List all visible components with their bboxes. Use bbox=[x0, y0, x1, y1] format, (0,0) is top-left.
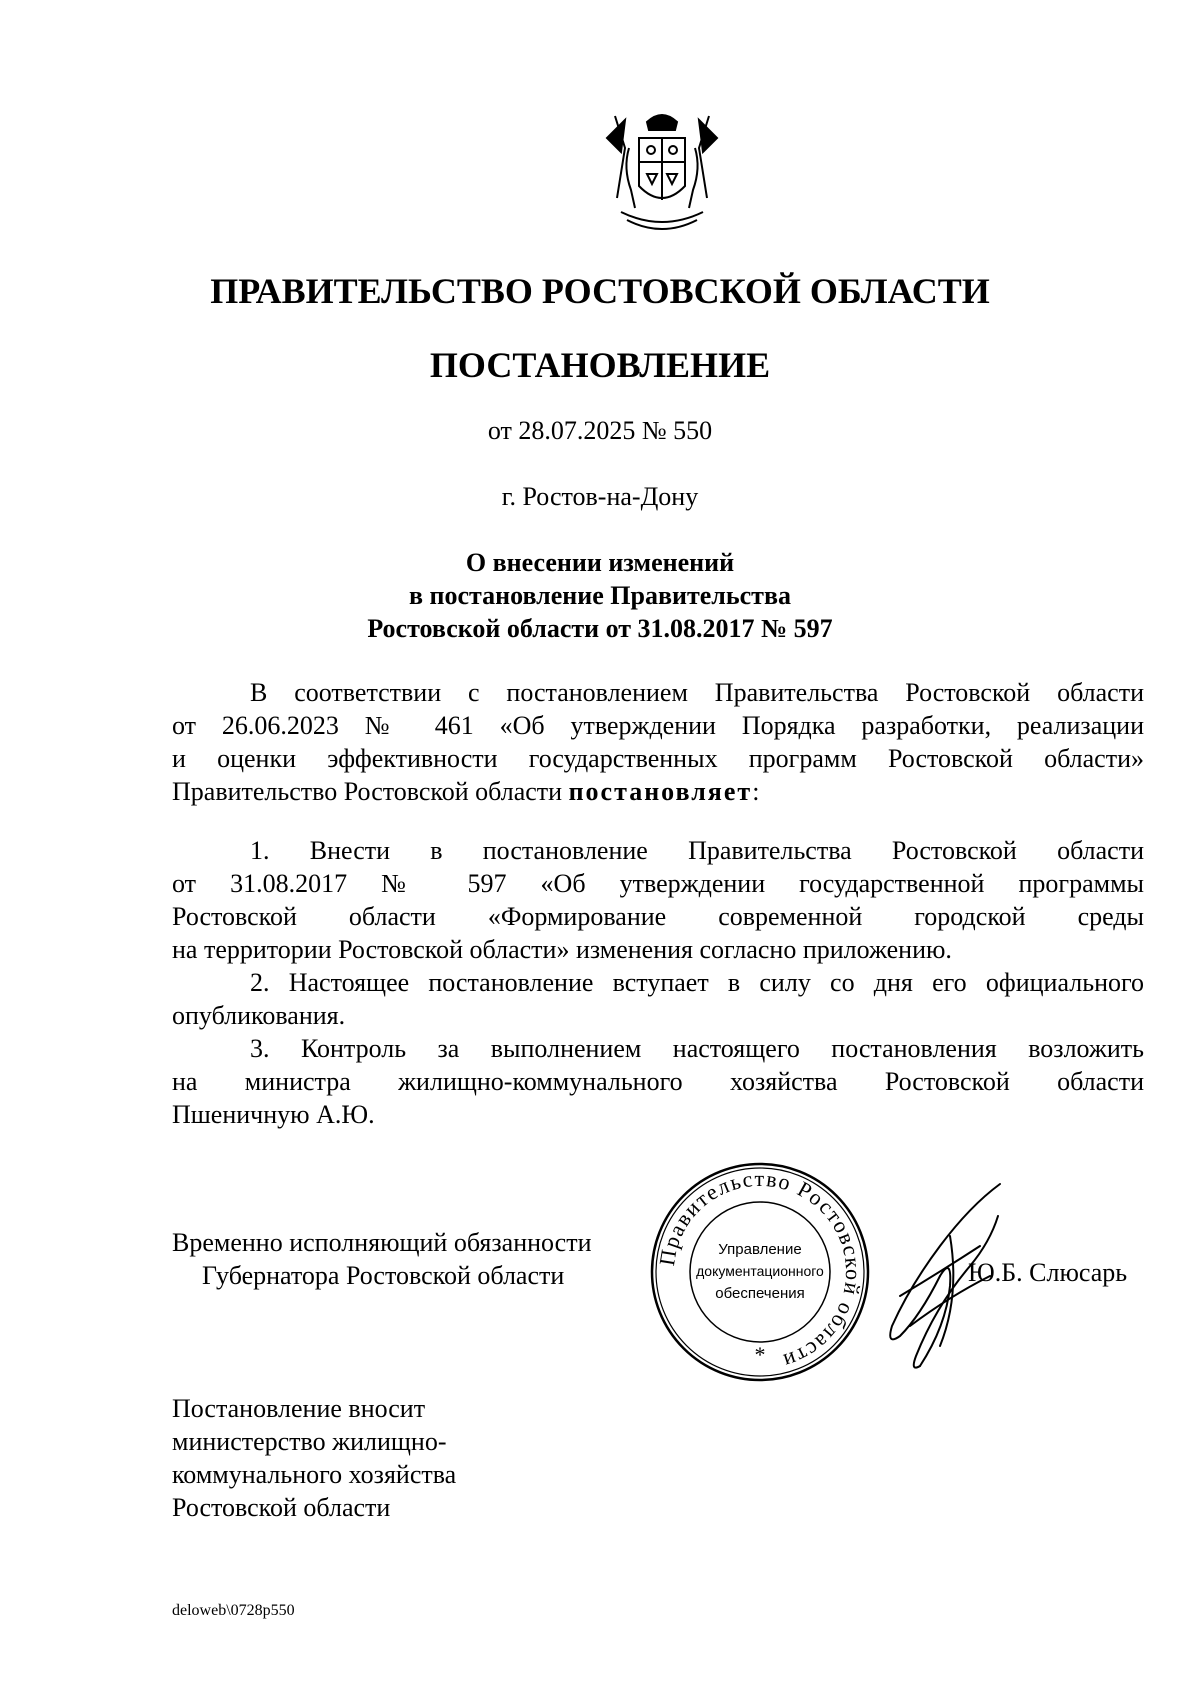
document-subject bbox=[0, 546, 1200, 645]
preamble-paragraph bbox=[172, 676, 1144, 808]
submitter-block bbox=[172, 1392, 456, 1524]
paragraph-line: на министра жилищно-коммунального хозяйства Ростовской области bbox=[172, 1067, 1144, 1096]
seal-star: * bbox=[754, 1342, 766, 1367]
paragraph-line: 3. Контроль за выполнением настоящего постановления возложить bbox=[250, 1034, 1144, 1063]
signatory-name: Ю.Б. Слюсарь bbox=[968, 1258, 1128, 1287]
document-city: г. Ростов-на-Дону bbox=[501, 482, 699, 511]
resolves-word: постановляет bbox=[568, 777, 753, 806]
subject-line: в постановление Правительства bbox=[408, 581, 791, 610]
paragraph-line bbox=[172, 775, 1144, 808]
seal-center-line: Управление bbox=[718, 1241, 802, 1258]
paragraph-line: 2. Настоящее постановление вступает в силу со дня его официального bbox=[250, 968, 1144, 997]
seal-center-line: обеспечения bbox=[715, 1285, 805, 1302]
item-2-paragraph bbox=[172, 966, 1144, 1032]
paragraph-text: Правительство Ростовской области bbox=[172, 777, 563, 806]
government-title: ПРАВИТЕЛЬСТВО РОСТОВСКОЙ ОБЛАСТИ bbox=[210, 271, 990, 311]
document-date-number: от 28.07.2025 № 550 bbox=[487, 416, 713, 445]
submitter-line: коммунального хозяйства bbox=[172, 1460, 457, 1489]
subject-line: О внесении изменений bbox=[465, 548, 735, 577]
document-file-code: deloweb\0728p550 bbox=[172, 1602, 295, 1619]
paragraph-line: 1. Внести в постановление Правительства Ростовской области bbox=[250, 836, 1144, 865]
paragraph-text: : bbox=[752, 777, 760, 806]
paragraph-line: В соответствии с постановлением Правительства Ростовской области bbox=[250, 678, 1144, 707]
subject-line: Ростовской области от 31.08.2017 № 597 bbox=[367, 614, 833, 643]
paragraph-line: Ростовской области «Формирование современной городской среды bbox=[172, 902, 1144, 931]
submitter-line: Ростовской области bbox=[172, 1493, 391, 1522]
item-3-paragraph bbox=[172, 1032, 1144, 1131]
paragraph-line: и оценки эффективности государственных программ Ростовской области» bbox=[172, 744, 1144, 773]
seal-center-line: документационного bbox=[696, 1263, 824, 1279]
paragraph-line: Пшеничную А.Ю. bbox=[172, 1100, 375, 1129]
submitter-line: Постановление вносит bbox=[172, 1394, 426, 1423]
coat-of-arms-emblem bbox=[595, 108, 729, 238]
item-1-paragraph bbox=[172, 834, 1144, 966]
paragraph-line: от 26.06.2023 № 461 «Об утверждении Порядка разработки, реализации bbox=[172, 711, 1144, 740]
document-type: ПОСТАНОВЛЕНИЕ bbox=[429, 345, 771, 385]
paragraph-line: на территории Ростовской области» изменения согласно приложению. bbox=[172, 935, 952, 964]
seal-ring-text: Правительство Ростовской области bbox=[653, 1165, 867, 1375]
signatory-position-line: Губернатора Ростовской области bbox=[202, 1261, 565, 1290]
signatory-position-line: Временно исполняющий обязанности bbox=[172, 1228, 592, 1257]
submitter-line: министерство жилищно- bbox=[172, 1427, 447, 1456]
signatory-position bbox=[172, 1226, 592, 1292]
paragraph-line: опубликования. bbox=[172, 1001, 346, 1030]
paragraph-line: от 31.08.2017 № 597 «Об утверждении государственной программы bbox=[172, 869, 1144, 898]
official-seal bbox=[648, 1160, 872, 1384]
